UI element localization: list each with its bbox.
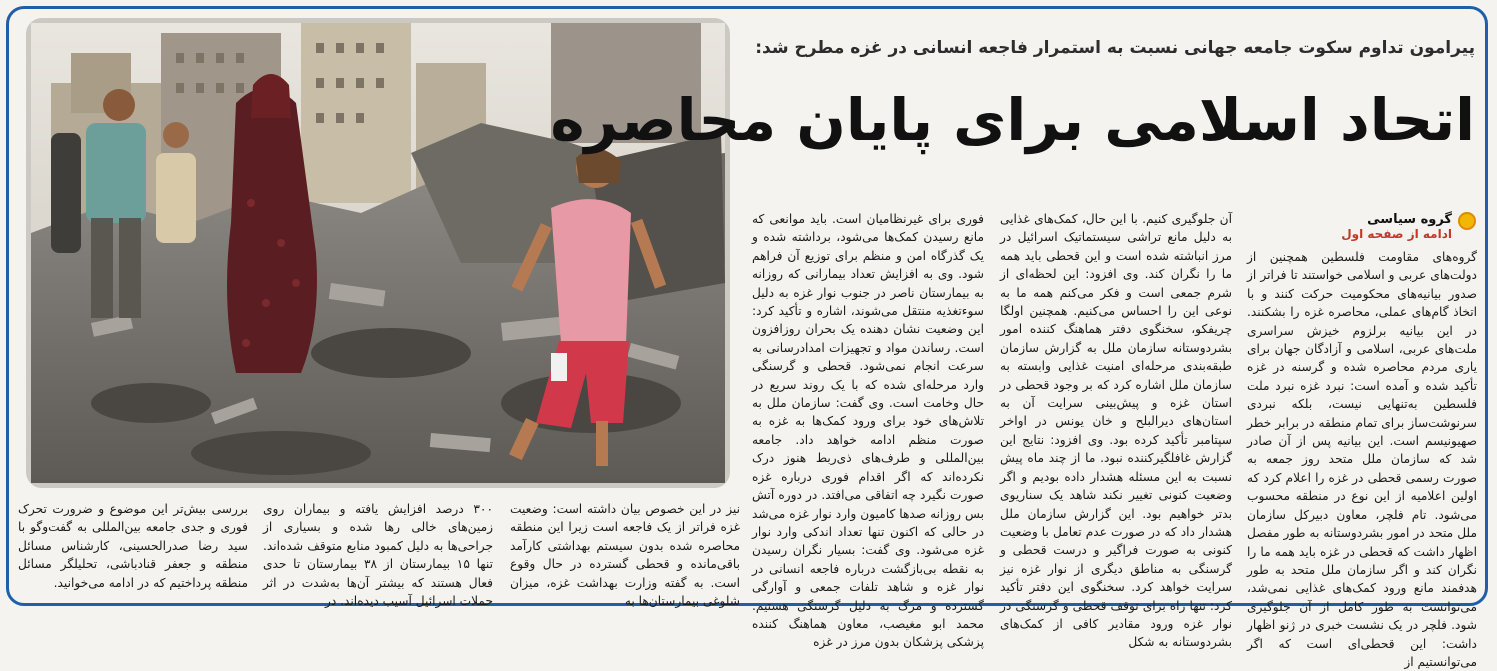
- article-kicker: پیرامون تداوم سکوت جامعه جهانی نسبت به استمرار فاجعه انسانی در غزه مطرح شد:: [755, 38, 1475, 58]
- column-text: ۳۰۰ درصد افزایش یافته و بیماران روی زمین‌های خالی رها شده و بسیاری از جراحی‌ها به دلیل کمبود منابع متوقف شده‌اند. تنها ۱۵ بیمارستان از ۳۸ بیمارستان تا حدی فعال هستند که بیشتر آن‌ها به‌شدت در اثر حملات اسرائیل آسیب دیده‌اند. در: [263, 502, 493, 609]
- sun-logo-icon: [1458, 212, 1476, 230]
- article-column-2: [1000, 210, 1232, 650]
- article-headline: اتحاد اسلامی برای پایان محاصره: [550, 86, 1475, 154]
- article-column-3: [752, 210, 984, 650]
- column-text: بررسی بیش‌تر این موضوع و ضرورت تحرک فوری و جدی جامعه بین‌المللی به گفت‌وگو با سید رضا صدرالحسینی، کارشناس مسائل منطقه و جعفر قنادباشی، تحلیلگر مسائل منطقه پرداختیم که در ادامه می‌خوانید.: [18, 502, 248, 590]
- article-column-5: [263, 500, 493, 609]
- byline: [1280, 212, 1476, 241]
- column-text: گروه‌های مقاومت فلسطین همچنین از دولت‌های عربی و اسلامی خواستند تا فراتر از صدور بیانیه‌های محکومیت حرکت کنند و با اتخاذ گام‌های عملی، محاصره غزه را بشکنند. در این بیانیه برلزوم خیزش سراسری ملت‌های عربی، اسلامی و آزادگان جهان برای یاری مردم محاصره شده و گرسنه در غزه تأکید شده و آمده است: نبرد غزه نبرد ملت فلسطین به‌تنهایی نیست، بلکه نبردی سرنوشت‌ساز برای تمام منطقه در برابر خطر صهیونیسم است. این بیانیه پس از آن صادر شد که سازمان ملل متحد روز جمعه به صورت رسمی قحطی در غزه را اعلام کرد که اولین اعلامیه از این نوع در منطقه محسوب می‌شود. تام فلچر، معاون دبیرکل سازمان ملل متحد در امور بشردوستانه به طور مفصل اظهار داشت که قحطی در غزه باید همه ما را نگران کند و اگر سازمان ملل متحد به طور هدفمند مانع ورود کمک‌های غذایی نمی‌شد، می‌توانست به طور کامل از آن جلوگیری شود. فلچر در یک نشست خبری در ژنو اظهار داشت: این قحطی‌ای است که اگر می‌توانستیم از: [1247, 250, 1477, 669]
- column-text: آن جلوگیری کنیم. با این حال، کمک‌های غذایی به دلیل مانع تراشی سیستماتیک اسرائیل در مرز انباشته شده است و این قحطی باید همه ما را نگران کند. وی افزود: این لحظه‌ای از شرم جمعی است و فکر می‌کنم همه ما به نوعی این را احساس می‌کنیم. همچنین اولگا چریفکو، سخنگوی دفتر هماهنگ کننده امور بشردوستانه سازمان ملل به گزارش سازمان طبقه‌بندی مرحله‌ای امنیت غذایی وابسته به سازمان ملل اشاره کرد که بر وجود قحطی در استان غزه و پیش‌بینی سرایت آن به استان‌های دیرالبلح و خان یونس در اواخر سپتامبر تأکید کرده بود. وی افزود: نتایج این گزارش غافلگیرکننده نبود. ما از چند ماه پیش نسبت به این مسئله هشدار داده بودیم و اگر وضعیت کنونی تغییر نکند شاهد یک سناریوی بدتر خواهیم بود. این گزارش سازمان ملل هشدار داد که در صورت عدم تعامل با وضعیت کنونی به صورت فراگیر و درست قحطی و گرسنگی به مناطق دیگری از نوار غزه نیز سرایت خواهد کرد. سخنگوی این دفتر تأکید کرد: تنها راه برای توقف قحطی و گرسنگی در نوار غزه ورود مقادیر کافی از کمک‌های بشردوستانه به شکل: [1000, 212, 1232, 650]
- column-text: نیز در این خصوص بیان داشته است: وضعیت غزه فراتر از یک فاجعه است زیرا این منطقه محاصره شده بدون سیستم بهداشتی کارآمد باقی‌مانده و قحطی گسترده در حال وقوع است. به گفته وزارت بهداشت غزه، میزان شلوغی بیمارستان‌ها به: [510, 502, 740, 609]
- article-column-4: [510, 500, 740, 609]
- article-column-1: [1247, 248, 1477, 669]
- section-name: گروه سیاسی: [1367, 212, 1452, 227]
- continued-from-front-page: ادامه از صفحه اول: [1341, 227, 1452, 241]
- article-column-6: [18, 500, 248, 590]
- column-text: فوری برای غیرنظامیان است. باید موانعی که مانع رسیدن کمک‌ها می‌شود، برداشته شده و یک گذرگاه امن و منظم برای توزیع آن فراهم شود. وی به افزایش تعداد بیمارانی که روزانه به بیمارستان ناصر در جنوب نوار غزه به دلیل سوءتغذیه منتقل می‌شوند، اشاره و تأکید کرد: این وضعیت نشان دهنده یک بحران روزافزون است. رساندن مواد و تجهیزات امدادرسانی به سرعت انجام نمی‌شود. قحطی و گرسنگی وارد مرحله‌ای شده که با یک روند سریع در حال وخامت است. وی گفت: سازمان ملل به تلاش‌های خود برای ورود کمک‌ها به غزه به صورت منظم ادامه خواهد داد. جامعه بین‌المللی و طرف‌های ذی‌ربط هنوز درک نکرده‌اند که اگر اقدام فوری درباره غزه صورت نگیرد چه اتفاقی می‌افتد. در دوره آتش بس روزانه صدها کامیون وارد نوار غزه می‌شد در حالی که اکنون تنها تعداد اندکی وارد نوار غزه می‌شود. وی گفت: بسیار نگران رسیدن به نقطه بی‌بازگشت درباره فاجعه انسانی در نوار غزه و شاهد تلفات جمعی و آوارگی گسترده و مرگ به دلیل گرسنگی هستیم. محمد ابو مغیصب، معاون هماهنگ کننده پزشکی پزشکان بدون مرز در غزه: [752, 212, 984, 650]
